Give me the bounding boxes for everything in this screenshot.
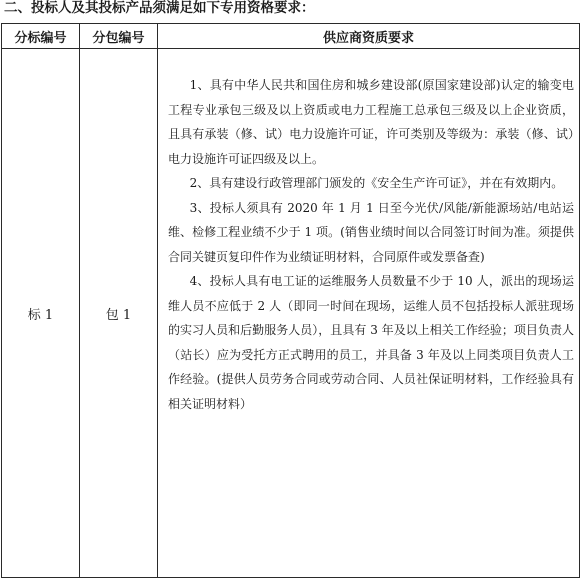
section-heading: 二、投标人及其投标产品须满足如下专用资格要求：: [4, 0, 315, 16]
requirements-cell: [158, 49, 580, 578]
header-lot-number: 分标编号: [2, 24, 80, 49]
header-package-number: 分包编号: [80, 24, 158, 49]
table-header-row: [2, 24, 580, 49]
qualification-table: [1, 23, 580, 578]
lot-number-cell: 标 1: [2, 49, 80, 578]
requirement-item-3: 3、投标人须具有 2020 年 1 月 1 日至今光伏/风能/新能源场站/电站运维、检修工程业绩不少于 1 项。(销售业绩时间以合同签订时间为准。须提供合同关键页复印件作为业绩证明材料，合同原件或发票备查): [168, 200, 574, 264]
package-number-cell: 包 1: [80, 49, 158, 578]
requirement-item-1: 1、具有中华人民共和国住房和城乡建设部(原国家建设部)认定的输变电工程专业承包三级及以上资质或电力工程施工总承包三级及以上企业资质，且具有承装（修、试）电力设施许可证，许可类别及等级为：承装（修、试）电力设施许可证四级及以上。: [168, 78, 574, 166]
requirement-item-2: 2、具有建设行政管理部门颁发的《安全生产许可证》，并在有效期内。: [189, 176, 564, 190]
table-row: [2, 49, 580, 578]
requirement-item-4: 4、投标人具有电工证的运维服务人员数量不少于 10 人，派出的现场运维人员不应低于 2 人（即同一时间在现场，运维人员不包括投标人派驻现场的实习人员和后勤服务人员），且具有 3 年及以上相关工作经验；项目负责人（站长）应为受托方正式聘用的员工，并具备 3 年及以上同类项目负责人工作经验。(提供人员劳务合同或劳动合同、人员社保证明材料，工作经验具有相关证明材料）: [168, 274, 574, 411]
header-supplier-qualifications: 供应商资质要求: [158, 24, 580, 49]
